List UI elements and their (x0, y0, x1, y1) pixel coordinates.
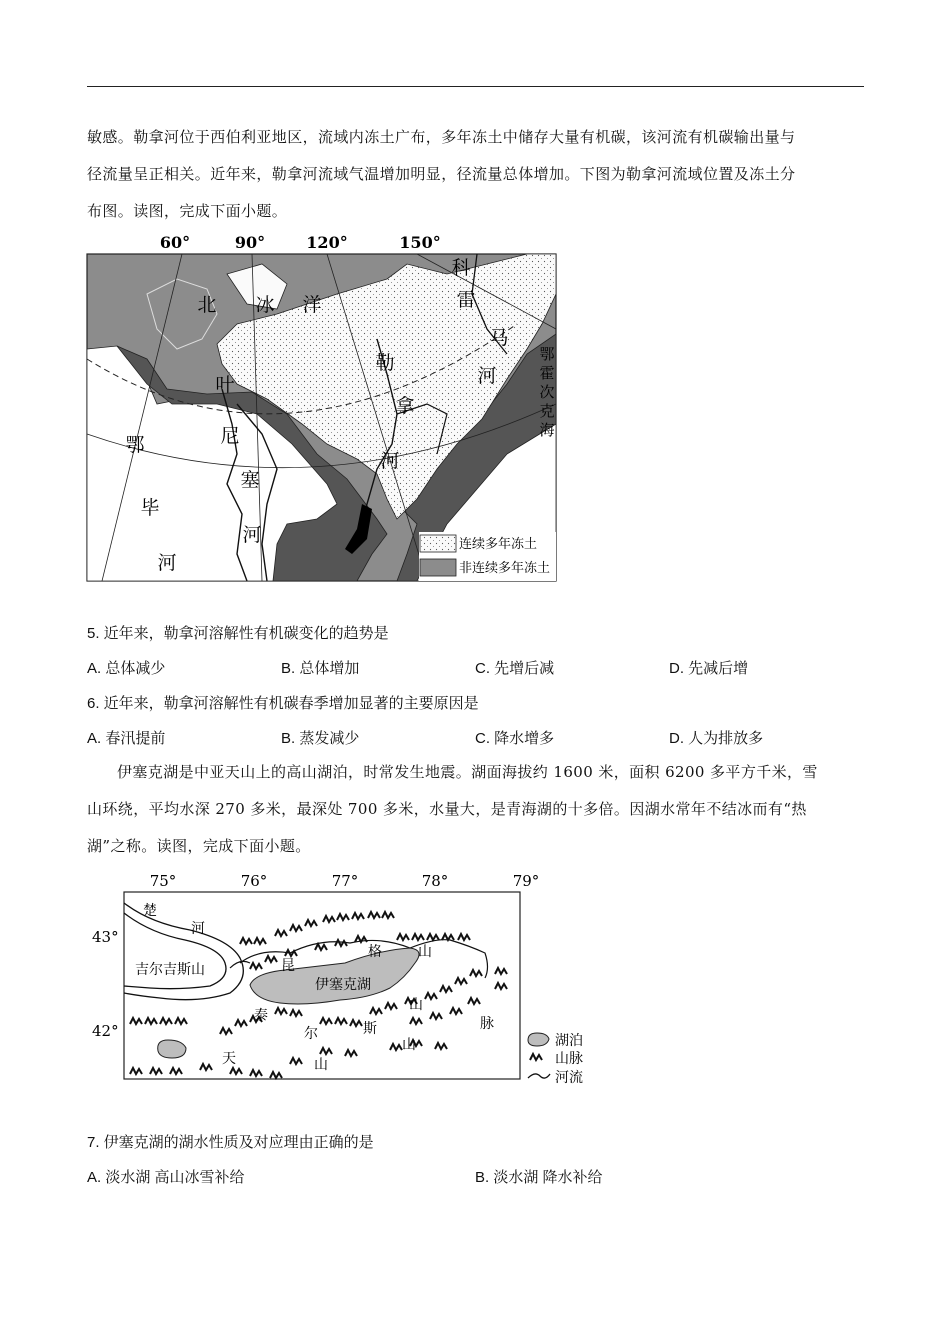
label-na: 拿 (395, 395, 415, 417)
label-bi: 毕 (140, 497, 160, 519)
lon-79: 79° (512, 872, 540, 890)
label-okhotsk-2: 霍 (539, 364, 555, 382)
lon-77: 77° (331, 872, 359, 890)
legend-lake-label: 湖泊 (555, 1033, 583, 1049)
legend-discontinuous-swatch (420, 559, 456, 576)
legend-river-label: 河流 (555, 1070, 583, 1086)
legend-continuous-swatch (420, 535, 456, 552)
q7-stem: 7. 伊塞克湖的湖水性质及对应理由正确的是 (87, 1134, 374, 1151)
legend-river-swatch (528, 1074, 550, 1078)
issyk-line-1: 伊塞克湖是中亚天山上的高山湖泊，时常发生地震。湖面海拔约 1600 米，面积 6200 多平方千米，雪 (117, 763, 818, 781)
label-le: 勒 (375, 352, 395, 374)
label-he-yenisei: 河 (242, 524, 262, 546)
lon-78: 78° (421, 872, 449, 890)
label-shan-1: 山 (418, 944, 432, 960)
lat-42: 42° (92, 1022, 119, 1040)
label-he-lena: 河 (380, 450, 400, 472)
label-shan-4: 山 (314, 1057, 328, 1073)
label-er: 尔 (304, 1026, 318, 1042)
label-he-ob: 河 (157, 552, 177, 574)
label-tai: 泰 (254, 1008, 268, 1024)
lon-75: 75° (149, 872, 177, 890)
label-bing: 冰 (255, 294, 275, 316)
label-he-kolyma: 河 (477, 365, 497, 387)
label-sai: 塞 (240, 469, 260, 491)
q7-option-a[interactable]: A. 淡水湖 高山冰雪补给 (87, 1169, 245, 1186)
q6-stem: 6. 近年来，勒拿河溶解性有机碳春季增加显著的主要原因是 (87, 695, 479, 712)
label-bei: 北 (197, 294, 217, 316)
label-okhotsk-1: 鄂 (539, 345, 555, 363)
label-mai: 脉 (480, 1016, 494, 1032)
lon-60: 60° (159, 233, 191, 252)
label-chu: 楚 (143, 903, 157, 919)
label-lei: 雷 (456, 289, 476, 311)
label-ye: 叶 (215, 374, 235, 396)
legend-mountain-label: 山脉 (555, 1051, 583, 1067)
issyk-line-2: 山环绕，平均水深 270 多米，最深处 700 多米，水量大，是青海湖的十多倍。因湖水常年不结冰而有“热 (87, 800, 807, 818)
q7-option-b[interactable]: B. 淡水湖 降水补给 (475, 1169, 603, 1186)
q5-option-a[interactable]: A. 总体减少 (87, 660, 166, 677)
q5-option-d[interactable]: D. 先减后增 (669, 660, 749, 677)
intro-line-2: 径流量呈正相关。近年来，勒拿河流域气温增加明显，径流量总体增加。下图为勒拿河流域位置及冻土分 (87, 165, 796, 183)
label-tian: 天 (222, 1051, 236, 1067)
lena-permafrost-map (80, 228, 570, 588)
label-ke: 科 (451, 257, 471, 279)
label-si: 斯 (363, 1021, 377, 1037)
issyk-line-3: 湖”之称。读图，完成下面小题。 (87, 837, 311, 855)
q6-option-d[interactable]: D. 人为排放多 (669, 730, 764, 747)
label-ge: 格 (368, 944, 382, 960)
label-yang: 洋 (302, 294, 322, 316)
legend-lake-swatch (528, 1033, 549, 1046)
label-ma: 马 (489, 327, 509, 349)
label-shan-3: 山 (402, 1037, 416, 1053)
q6-option-b[interactable]: B. 蒸发减少 (281, 730, 360, 747)
legend-continuous-label: 连续多年冻土 (459, 537, 538, 552)
header-rule (87, 86, 864, 87)
label-okhotsk-5: 海 (539, 421, 555, 439)
q5-option-c[interactable]: C. 先增后减 (475, 660, 555, 677)
label-e-ob: 鄂 (125, 434, 145, 456)
label-kun: 昆 (281, 958, 295, 974)
label-shan-2: 山 (409, 997, 423, 1013)
q6-option-c[interactable]: C. 降水增多 (475, 730, 555, 747)
lon-150: 150° (399, 233, 441, 252)
lat-43: 43° (92, 928, 119, 946)
lon-76: 76° (240, 872, 268, 890)
legend-mountain-swatch (530, 1054, 542, 1060)
label-ni: 尼 (220, 425, 240, 447)
legend-discontinuous-label: 非连续多年冻土 (459, 561, 551, 576)
label-okhotsk-3: 次 (539, 383, 555, 401)
lon-90: 90° (234, 233, 266, 252)
label-chu-he: 河 (191, 921, 205, 937)
issyk-kul-map (90, 868, 600, 1090)
label-okhotsk-4: 克 (539, 402, 555, 420)
label-lake: 伊塞克湖 (315, 977, 371, 993)
label-kyrgyz: 吉尔吉斯山 (135, 962, 205, 978)
intro-line-1: 敏感。勒拿河位于西伯利亚地区，流域内冻土广布，多年冻土中储存大量有机碳，该河流有机碳输出量与 (87, 128, 796, 146)
q5-stem: 5. 近年来，勒拿河溶解性有机碳变化的趋势是 (87, 625, 389, 642)
q6-option-a[interactable]: A. 春汛提前 (87, 730, 166, 747)
lon-120: 120° (306, 233, 348, 252)
q5-option-b[interactable]: B. 总体增加 (281, 660, 360, 677)
intro-line-3: 布图。读图，完成下面小题。 (87, 202, 288, 220)
